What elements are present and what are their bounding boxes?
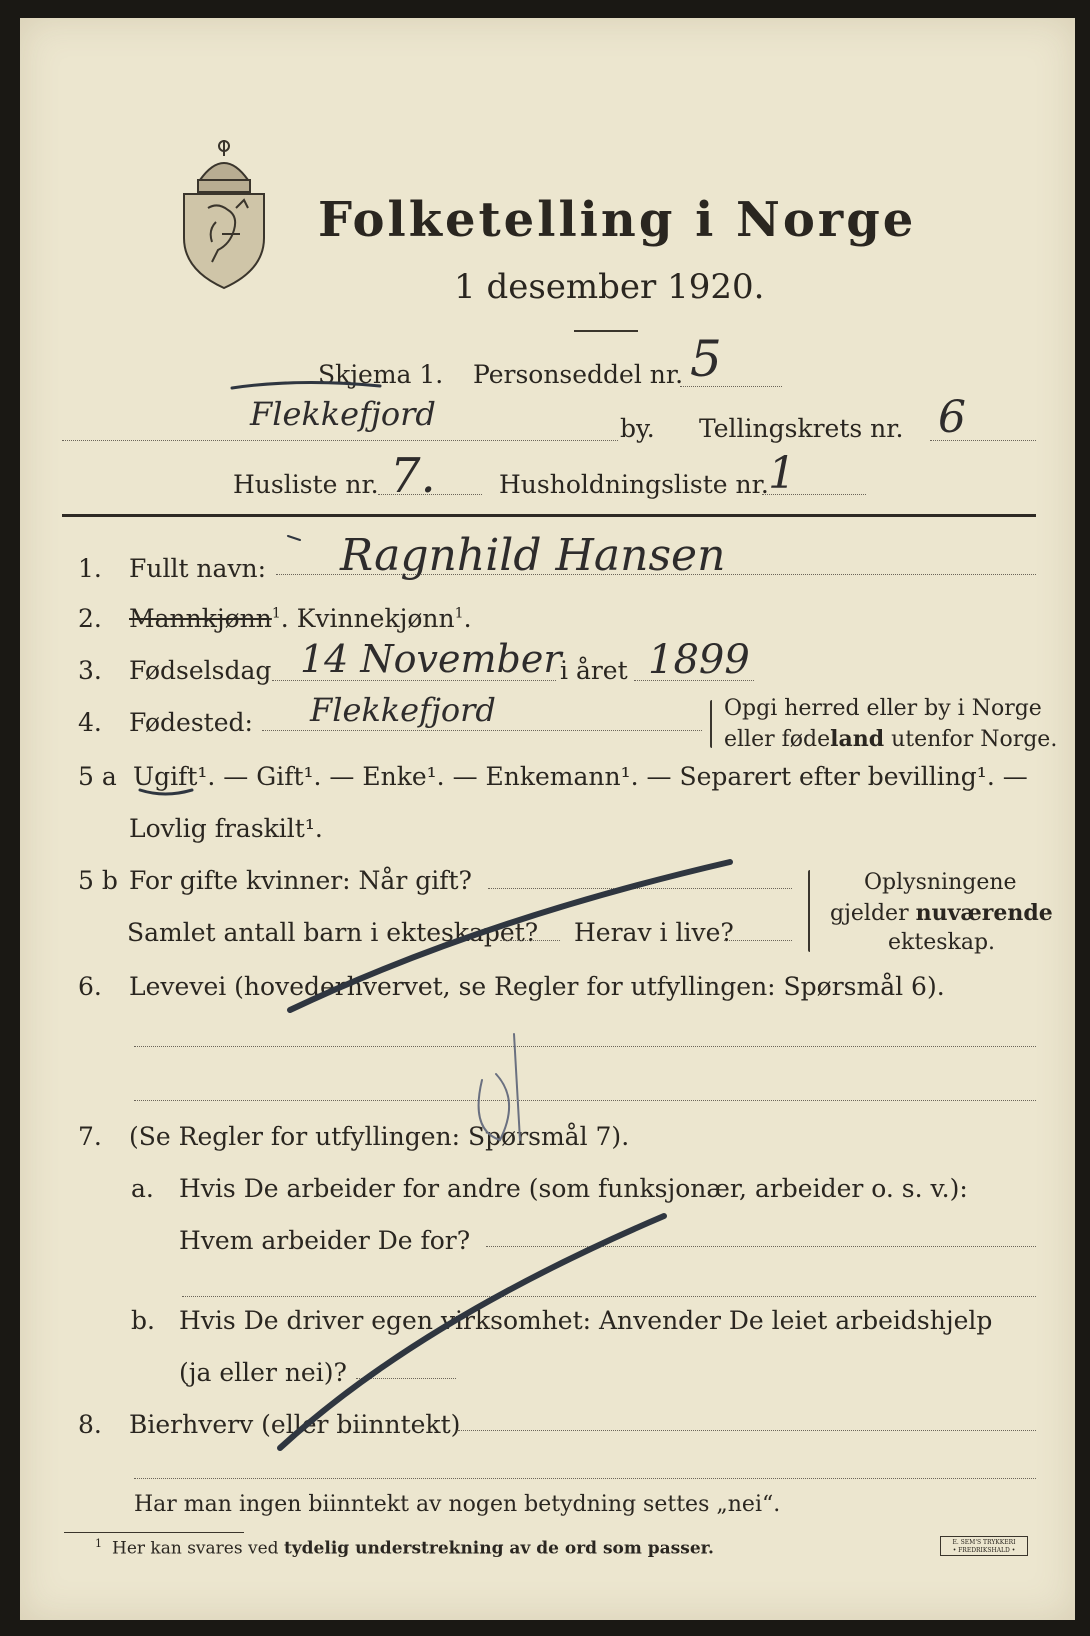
q2-kvinne-option[interactable]: Kvinnekjønn	[296, 604, 455, 633]
form-date: 1 desember 1920.	[454, 267, 765, 307]
q1-value[interactable]: Ragnhild Hansen	[340, 530, 726, 581]
husliste-value[interactable]: 7.	[390, 448, 436, 504]
q4-label: Fødested:	[129, 708, 253, 737]
q5a-options[interactable]: Ugift¹. — Gift¹. — Enke¹. — Enkemann¹. — Separert efter bevilling¹. —	[133, 762, 1028, 791]
footer-note: Har man ingen biinntekt av nogen betydning settes „nei“.	[134, 1492, 781, 1517]
q6-number: 6.	[78, 972, 102, 1001]
q8-text: Bierhverv (eller biinntekt)	[129, 1410, 461, 1439]
q5b-line-2b: Herav i live?	[574, 918, 734, 947]
q5a-number: 5 a	[78, 762, 117, 791]
q5b-cancel-stroke	[290, 862, 730, 1010]
q3-label: Fødselsdag	[129, 656, 272, 685]
q7-number: 7.	[78, 1122, 102, 1151]
q3-number: 3.	[78, 656, 102, 685]
q4-value[interactable]: Flekkefjord	[310, 691, 496, 729]
q2-mann-option[interactable]: Mannkjønn	[129, 604, 272, 633]
place-value[interactable]: Flekkefjord	[250, 395, 436, 433]
tellingskrets-label: Tellingskrets nr.	[699, 414, 904, 443]
q2-number: 2.	[78, 604, 102, 633]
tellingskrets-value[interactable]: 6	[938, 392, 966, 443]
q5b-note-2: gjelder nuværende	[830, 900, 1053, 926]
q5b-line-1: For gifte kvinner: Når gift?	[129, 866, 472, 895]
personseddel-label: Personseddel nr.	[473, 360, 684, 389]
ugift-underline-stroke	[140, 790, 192, 794]
q5a-options-2[interactable]: Lovlig fraskilt¹.	[129, 814, 323, 843]
q5b-note-1: Oplysningene	[864, 870, 1017, 895]
q5b-line-2a: Samlet antall barn i ekteskapet?	[127, 918, 539, 947]
q7b-label: b.	[131, 1306, 155, 1335]
skjema-strike-stroke	[232, 382, 380, 388]
form-title: Folketelling i Norge	[318, 192, 917, 248]
q7-text: (Se Regler for utfyllingen: Spørsmål 7).	[129, 1122, 630, 1151]
footnote: $^1$ Her kan svares ved tydelig understrekning av de ord som passer.	[95, 1537, 714, 1559]
q3-aaret-label: i året	[560, 656, 628, 685]
q7a-line-1: Hvis De arbeider for andre (som funksjonær, arbeider o. s. v.):	[179, 1174, 968, 1203]
husholdning-value[interactable]: 1	[768, 448, 796, 499]
q5b-note-3: ekteskap.	[888, 930, 996, 955]
q2-options: Mannkjønn$^1$. Kvinnekjønn$^1$.	[129, 604, 472, 633]
q1-name-underline	[288, 536, 300, 540]
personseddel-value[interactable]: 5	[690, 330, 722, 388]
q7b-line-2: (ja eller nei)?	[179, 1358, 347, 1387]
husholdning-label: Husholdningsliste nr.	[499, 470, 769, 499]
q4-number: 4.	[78, 708, 102, 737]
q4-note-2: eller fødeland utenfor Norge.	[724, 726, 1058, 752]
initials-mark	[479, 1034, 520, 1140]
q8-number: 8.	[78, 1410, 102, 1439]
q7-cancel-stroke	[280, 1216, 664, 1448]
printer-stamp: E. SEM'S TRYKKERI • FREDRIKSHALD •	[940, 1536, 1028, 1556]
schema-label: Skjema 1.	[318, 360, 444, 389]
husliste-label: Husliste nr.	[233, 470, 379, 499]
q7a-label: a.	[131, 1174, 154, 1203]
q3-year-value[interactable]: 1899	[648, 637, 750, 683]
q7a-line-2: Hvem arbeider De for?	[179, 1226, 471, 1255]
q1-label: Fullt navn:	[129, 554, 267, 583]
q3-value[interactable]: 14 November	[300, 637, 562, 681]
q5b-number: 5 b	[78, 866, 118, 895]
q1-number: 1.	[78, 554, 102, 583]
q7b-line-1: Hvis De driver egen virksomhet: Anvender De leiet arbeidshjelp	[179, 1306, 993, 1335]
q6-text: Levevei (hovederhvervet, se Regler for utfyllingen: Spørsmål 6).	[129, 972, 945, 1001]
q4-note-1: Opgi herred eller by i Norge	[724, 696, 1042, 721]
by-label: by.	[620, 414, 655, 443]
